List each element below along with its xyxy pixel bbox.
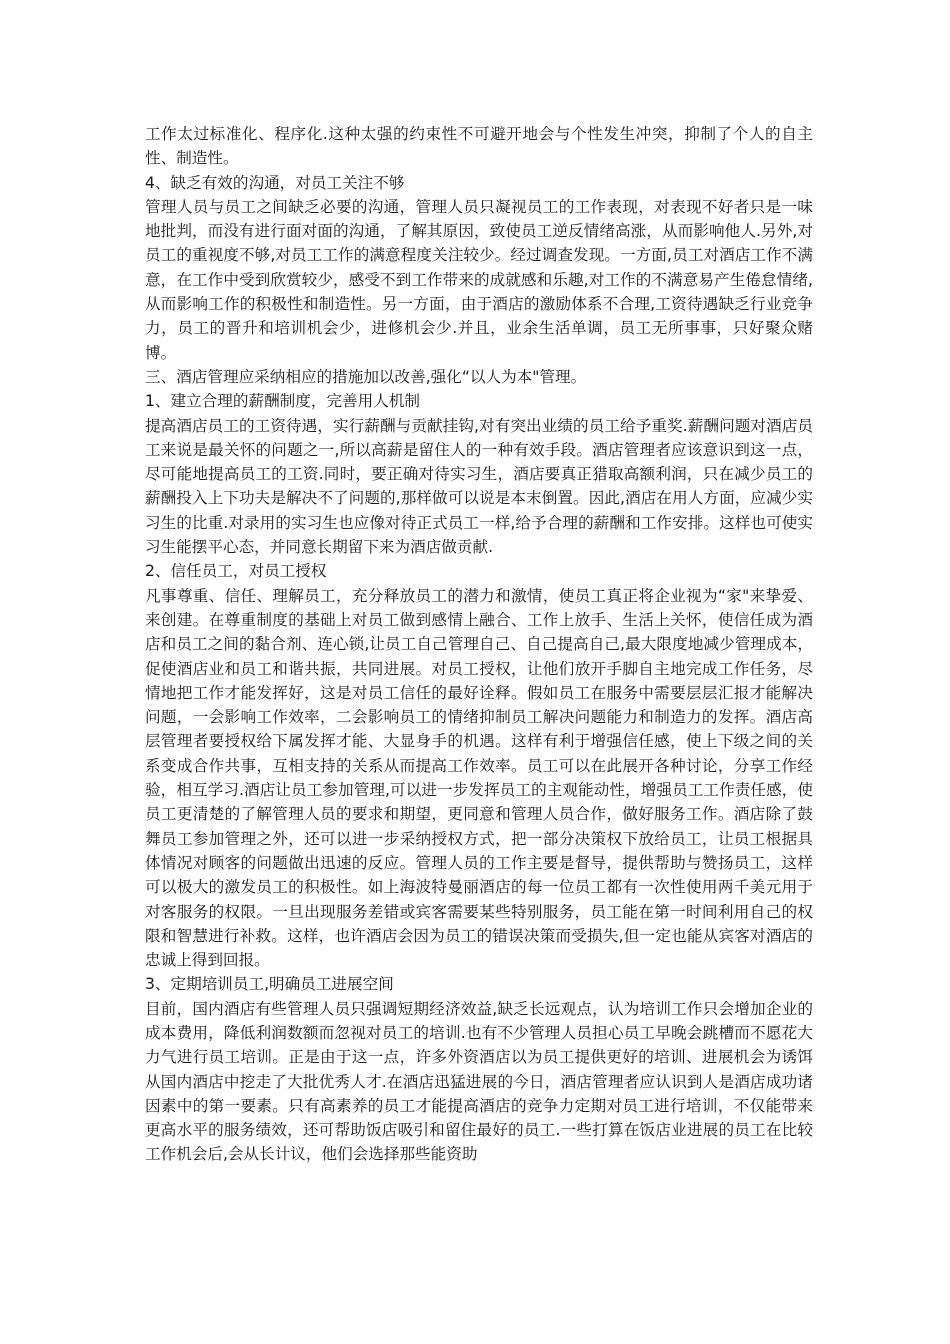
heading-trust-employees: 2、信任员工，对员工授权 bbox=[145, 562, 327, 581]
paragraph-salary: 提高酒店员工的工资待遇，实行薪酬与贡献挂钩,对有突出业绩的员工给予重奖.薪酬问题对酒店员工来说是最关怀的问题之一,所以高薪是留住人的一种有效手段。酒店管理者应该意识到这一点，尽可能地提高员工的工资.同时，要正确对待实习生，酒店要真正猎取高额利润，只在减少员工的薪酬投入上下功夫是解决不了问题的,那样做可以说是本末倒置。因此,酒店在用人方面，应减少实习生的比重.对录用的实习生也应像对待正式员工一样,给予合理的薪酬和工作安排。这样也可使实习生能摆平心态，并同意长期留下来为酒店做贡献. bbox=[145, 416, 813, 557]
paragraph-trust: 凡事尊重、信任、理解员工，充分释放员工的潜力和激情，使员工真正将企业视为“家"来挚爱、来创建。在尊重制度的基础上对员工做到感情上融合、工作上放手、生活上关怀，使信任成为酒店和员工之间的黏合剂、连心锁,让员工自己管理自己、自己提高自己,最大限度地减少管理成本，促使酒店业和员工和谐共振，共同进展。对员工授权，让他们放开手脚自主地完成工作任务，尽情地把工作才能发挥好，这是对员工信任的最好诠释。假如员工在服务中需要层层汇报才能解决问题，一会影响工作效率，二会影响员工的情绪抑制员工解决问题能力和制造力的发挥。酒店高层管理者要授权给下属发挥才能、大显身手的机遇。这样有利于增强信任感，使上下级之间的关系变成合作共事，互相支持的关系从而提高工作效率。员工可以在此展开各种讨论，分享工作经验，相互学习.酒店让员工参加管理,可以进一步发挥员工的主观能动性，增强员工工作责任感，使员工更清楚的了解管理人员的要求和期望，更同意和管理人员合作，做好服务工作。酒店除了鼓舞员工参加管理之外，还可以进一步采纳授权方式，把一部分决策权下放给员工，让员工根据具体情况对顾客的问题做出迅速的反应。管理人员的工作主要是督导，提供帮助与赞扬员工，这样可以极大的激发员工的积极性。如上海波特曼丽酒店的每一位员工都有一次性使用两千美元用于对客服务的权限。一旦出现服务差错或宾客需要某些特别服务，员工能在第一时间利用自己的权限和智慧进行补救。这样，也许酒店会因为员工的错误决策而受损失,但一定也能从宾客对酒店的忠诚上得到回报。 bbox=[145, 586, 813, 970]
document-page bbox=[145, 122, 813, 1167]
heading-section-three: 三、酒店管理应采纳相应的措施加以改善,强化“以人为本"管理。 bbox=[145, 367, 587, 386]
paragraph-communication: 管理人员与员工之间缺乏必要的沟通，管理人员只凝视员工的工作表现，对表现不好者只是一味地批判，而没有进行面对面的沟通，了解其原因，致使员工逆反情绪高涨，从而影响他人.另外,对员工的重视度不够,对员工工作的满意程度关注较少。经过调查发现。一方面,员工对酒店工作不满意，在工作中受到欣赏较少，感受不到工作带来的成就感和乐趣,对工作的不满意易产生倦怠情绪,从而影响工作的积极性和制造性。另一方面，由于酒店的激励体系不合理,工资待遇缺乏行业竞争力，员工的晋升和培训机会少，进修机会少.并且，业余生活单调，员工无所事事，只好聚众赌博。 bbox=[145, 197, 813, 362]
paragraph-training: 目前，国内酒店有些管理人员只强调短期经济效益,缺乏长远观点，认为培训工作只会增加企业的成本费用，降低利润数额而忽视对员工的培训.也有不少管理人员担心员工早晚会跳槽而不愿花大力气进行员工培训。正是由于这一点，许多外资酒店以为员工提供更好的培训、进展机会为诱饵从国内酒店中挖走了大批优秀人才.在酒店迅猛进展的今日，酒店管理者应认识到人是酒店成功诸因素中的第一要素。只有高素养的员工才能提高酒店的竞争力定期对员工进行培训，不仅能带来更高水平的服务绩效，还可帮助饭店吸引和留住最好的员工.一些打算在饭店业进展的员工在比较工作机会后,会从长计议，他们会选择那些能资助 bbox=[145, 999, 813, 1164]
heading-salary-system: 1、建立合理的薪酬制度，完善用人机制 bbox=[145, 392, 421, 411]
heading-training: 3、定期培训员工,明确员工进展空间 bbox=[145, 975, 394, 994]
paragraph-intro: 工作太过标准化、程序化.这种太强的约束性不可避开地会与个性发生冲突，抑制了个人的自主性、制造性。 bbox=[145, 125, 813, 168]
heading-lack-communication: 4、缺乏有效的沟通，对员工关注不够 bbox=[145, 173, 405, 192]
